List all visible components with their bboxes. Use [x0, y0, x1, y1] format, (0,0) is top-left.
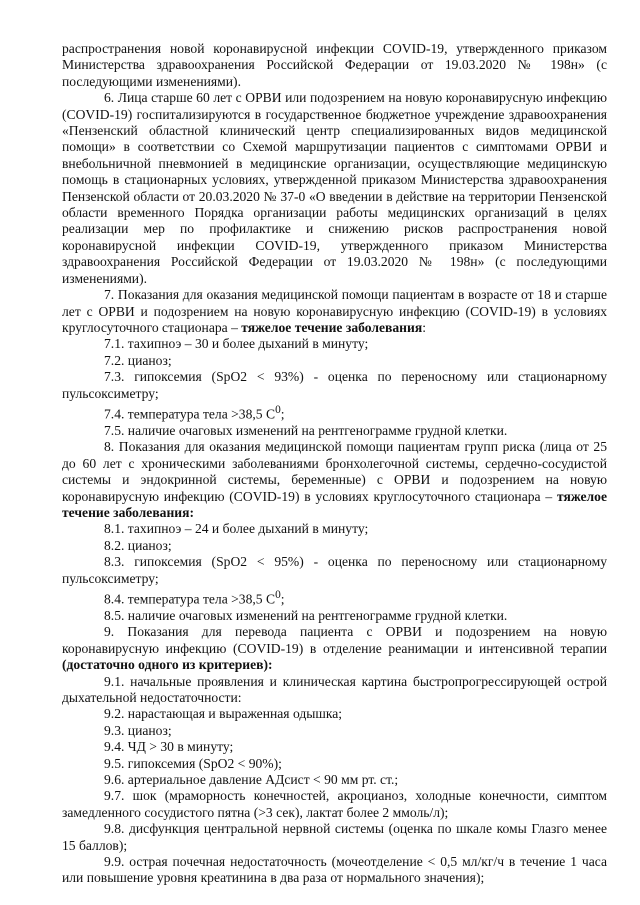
- paragraph-bold-text: тяжелое течение заболевания: [241, 319, 423, 335]
- item-text: 9.7. шок (мраморность конечностей, акроцианоз, холодные конечности, симптом замедленного сосудистого пятна (>3 сек), лактат более 2 ммоль/л);: [62, 788, 607, 820]
- paragraph-8: [62, 439, 607, 521]
- paragraph-text: 8. Показания для оказания медицинской помощи пациентам групп риска (лица от 25 до 60 лет с хроническими заболеваниями бронхолегочной системы, сердечно-сосудистой системы и эндокринной системы, беременные) с ОРВИ и подозрением на новую коронавирусную инфекцию (COVID-19) в условиях круглосуточного стационара –: [62, 439, 607, 504]
- item-tail-text: ;: [280, 406, 285, 422]
- item-text: 9.9. острая почечная недостаточность (мочеотделение < 0,5 мл/кг/ч в течение 1 часа или повышение уровня креатинина в два раза от нормального значения);: [62, 853, 607, 886]
- item-text: 9.4. ЧД > 30 в минуту;: [104, 739, 234, 755]
- item-7-3: [62, 369, 607, 402]
- item-text: 9.6. артериальное давление АДсист < 90 мм рт. ст.;: [104, 771, 399, 787]
- item-9-1: [62, 674, 607, 707]
- item-text: 7.3. гипоксемия (SpO2 < 93%) - оценка по переносному или стационарному пульсоксиметру;: [62, 369, 607, 401]
- item-text: 8.3. гипоксемия (SpO2 < 95%) - оценка по переносному или стационарному пульсоксиметру;: [62, 554, 607, 586]
- item-text: 7.2. цианоз;: [104, 352, 172, 368]
- paragraph-text: 7. Показания для оказания медицинской помощи пациентам в возрасте от 18 и старше лет с ОРВИ и подозрением на новую коронавирусную инфекцию (COVID-19) в условиях круглосуточного стационара –: [62, 287, 607, 335]
- item-text: 9.5. гипоксемия (SpO2 < 90%);: [104, 755, 282, 771]
- document-page: [62, 41, 607, 887]
- item-text: 8.1. тахипноэ – 24 и более дыханий в минуту;: [104, 521, 369, 537]
- item-8-3: [62, 554, 607, 587]
- item-text: 9.1. начальные проявления и клиническая картина быстропрогрессирующей острой дыхательной недостаточности:: [62, 673, 607, 705]
- item-text: 9.2. нарастающая и выраженная одышка;: [104, 706, 343, 722]
- item-text: 8.2. цианоз;: [104, 537, 172, 553]
- item-7-2: [62, 353, 607, 369]
- paragraph-tail-text: :: [422, 319, 426, 335]
- paragraph-7: [62, 287, 607, 336]
- item-8-5: [62, 608, 607, 624]
- item-9-9: [62, 854, 607, 887]
- item-8-1: [62, 521, 607, 537]
- item-text: 7.1. тахипноэ – 30 и более дыханий в минуту;: [104, 336, 369, 352]
- item-text: 8.5. наличие очаговых изменений на рентгенограмме грудной клетки.: [104, 607, 508, 623]
- item-9-2: [62, 706, 607, 722]
- paragraph-6: [62, 90, 607, 287]
- item-8-2: [62, 538, 607, 554]
- item-text: 7.4. температура тела >38,5 С: [104, 406, 276, 422]
- item-8-4: [62, 587, 607, 608]
- paragraph-bold-text: тяжелое течение заболевания:: [62, 488, 607, 520]
- item-9-8: [62, 821, 607, 854]
- paragraph-9: [62, 624, 607, 673]
- item-tail-text: ;: [280, 591, 285, 607]
- item-9-4: [62, 739, 607, 755]
- item-7-5: [62, 423, 607, 439]
- paragraph-continuation: [62, 41, 607, 90]
- item-9-7: [62, 788, 607, 821]
- item-text: 9.8. дисфункция центральной нервной системы (оценка по шкале комы Глазго менее 15 баллов);: [62, 821, 607, 853]
- item-9-3: [62, 723, 607, 739]
- item-9-6: [62, 772, 607, 788]
- item-7-1: [62, 336, 607, 352]
- item-text: 8.4. температура тела >38,5 С: [104, 591, 276, 607]
- degree-superscript: 0: [275, 403, 281, 416]
- paragraph-text: 6. Лица старше 60 лет с ОРВИ или подозрением на новую коронавирусную инфекцию (COVID-19) госпитализируются в государственное бюджетное учреждение здравоохранения «Пензенский областной клинический центр специализированных видов медицинской помощи» в соответствии со Схемой маршрутизации пациентов с симптомами ОРВИ и внебольничной пневмонией в медицинские организации, осуществляющие медицинскую помощь в стационарных условиях, утвержденной приказом Министерства здравоохранения Пензенской области от 20.03.2020 № 37-0 «О введении в действие на территории Пензенской области временного Порядка организации работы медицинских организаций в целях реализации мер по профилактике и снижению рисков распространения новой коронавирусной инфекции COVID-19, утвержденного приказом Министерства здравоохранения Российской Федерации от 19.03.2020 № 198н» (с последующими изменениями).: [62, 90, 607, 286]
- item-9-5: [62, 756, 607, 772]
- paragraph-text: 9. Показания для перевода пациента с ОРВИ и подозрением на новую коронавирусную инфекцию (COVID-19) в отделение реанимации и интенсивной терапии: [62, 624, 607, 656]
- degree-superscript: 0: [275, 588, 281, 601]
- item-text: 9.3. цианоз;: [104, 722, 172, 738]
- paragraph-bold-text: (достаточно одного из критериев):: [62, 657, 273, 673]
- item-text: 7.5. наличие очаговых изменений на рентгенограмме грудной клетки.: [104, 422, 508, 438]
- paragraph-text: распространения новой коронавирусной инфекции COVID-19, утвержденного приказом Министерства здравоохранения Российской Федерации от 19.03.2020 № 198н» (с последующими изменениями).: [62, 41, 607, 89]
- item-7-4: [62, 402, 607, 423]
